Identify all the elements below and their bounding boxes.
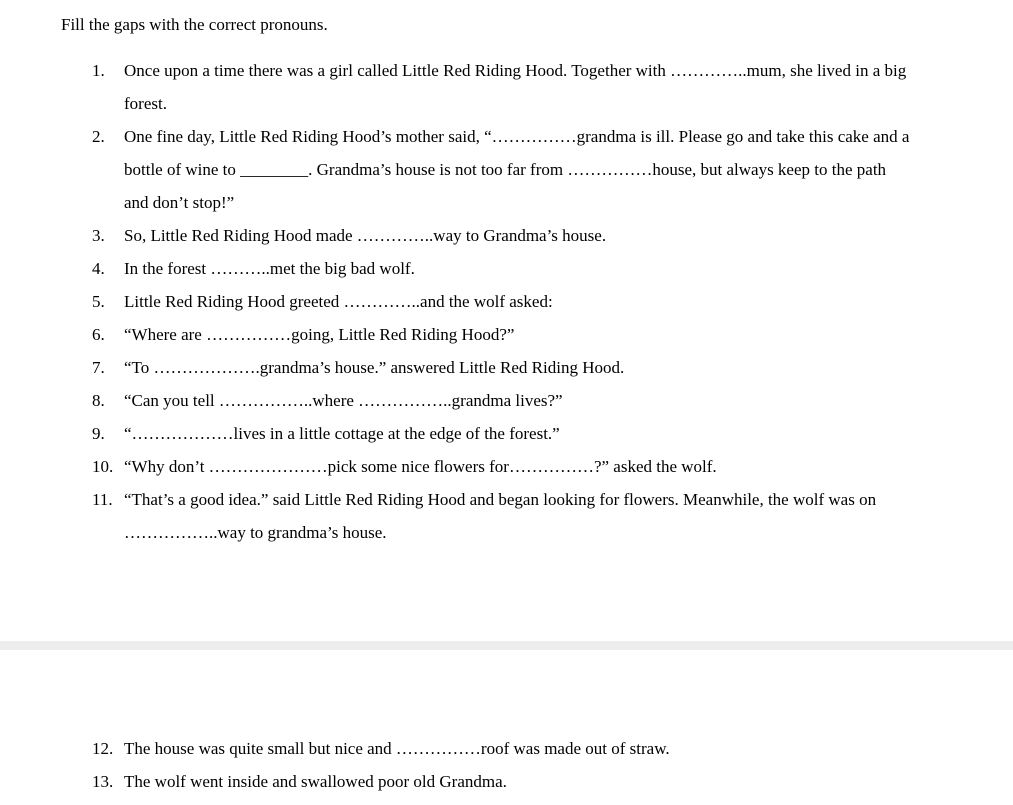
item-number: 3. <box>92 226 105 245</box>
exercise-item-8 <box>92 384 912 417</box>
exercise-item-7 <box>92 351 912 384</box>
item-text: “Can you tell ……………..where ……………..grandma lives?” <box>124 391 563 410</box>
item-text: One fine day, Little Red Riding Hood’s mother said, “……………grandma is ill. Please go and take this cake and a bottle of wine to ________. Grandma’s house is not too far from ……………house, but always keep to the path and don’t stop!” <box>124 127 910 212</box>
exercise-list-continued <box>92 732 912 798</box>
exercise-item-11 <box>92 483 912 549</box>
page-separator <box>0 641 1013 650</box>
item-number: 2. <box>92 127 105 146</box>
exercise-item-2 <box>92 120 912 219</box>
exercise-item-3 <box>92 219 912 252</box>
item-text: Little Red Riding Hood greeted …………..and the wolf asked: <box>124 292 553 311</box>
exercise-item-12 <box>92 732 912 765</box>
item-number: 7. <box>92 358 105 377</box>
item-number: 4. <box>92 259 105 278</box>
item-number: 1. <box>92 61 105 80</box>
item-text: In the forest ………..met the big bad wolf. <box>124 259 415 278</box>
item-number: 10. <box>92 457 114 476</box>
item-number: 12. <box>92 739 114 758</box>
item-number: 6. <box>92 325 105 344</box>
item-text: “Where are ……………going, Little Red Riding Hood?” <box>124 325 515 344</box>
exercise-item-1 <box>92 54 912 120</box>
item-number: 8. <box>92 391 105 410</box>
item-text: The wolf went inside and swallowed poor old Grandma. <box>124 772 507 791</box>
item-number: 5. <box>92 292 105 311</box>
exercise-item-10 <box>92 450 912 483</box>
exercise-item-4 <box>92 252 912 285</box>
exercise-item-5 <box>92 285 912 318</box>
item-text: “Why don’t …………………pick some nice flowers for……………?” asked the wolf. <box>124 457 717 476</box>
exercise-item-9 <box>92 417 912 450</box>
item-text: So, Little Red Riding Hood made …………..way to Grandma’s house. <box>124 226 607 245</box>
item-text: “To ……………….grandma’s house.” answered Little Red Riding Hood. <box>124 358 625 377</box>
item-number: 11. <box>92 490 113 509</box>
exercise-item-6 <box>92 318 912 351</box>
document-page-2 <box>0 650 1013 805</box>
item-text: “That’s a good idea.” said Little Red Riding Hood and began looking for flowers. Meanwhile, the wolf was on ……………..way to grandma’s house. <box>124 490 877 542</box>
exercise-item-13 <box>92 765 912 798</box>
instruction-text: Fill the gaps with the correct pronouns. <box>61 15 328 34</box>
item-number: 9. <box>92 424 105 443</box>
item-text: Once upon a time there was a girl called Little Red Riding Hood. Together with …………..mum, she lived in a big forest. <box>124 61 907 113</box>
item-text: The house was quite small but nice and ……………roof was made out of straw. <box>124 739 670 758</box>
exercise-list <box>92 54 912 549</box>
item-text: “………………lives in a little cottage at the edge of the forest.” <box>124 424 560 443</box>
item-number: 13. <box>92 772 114 791</box>
